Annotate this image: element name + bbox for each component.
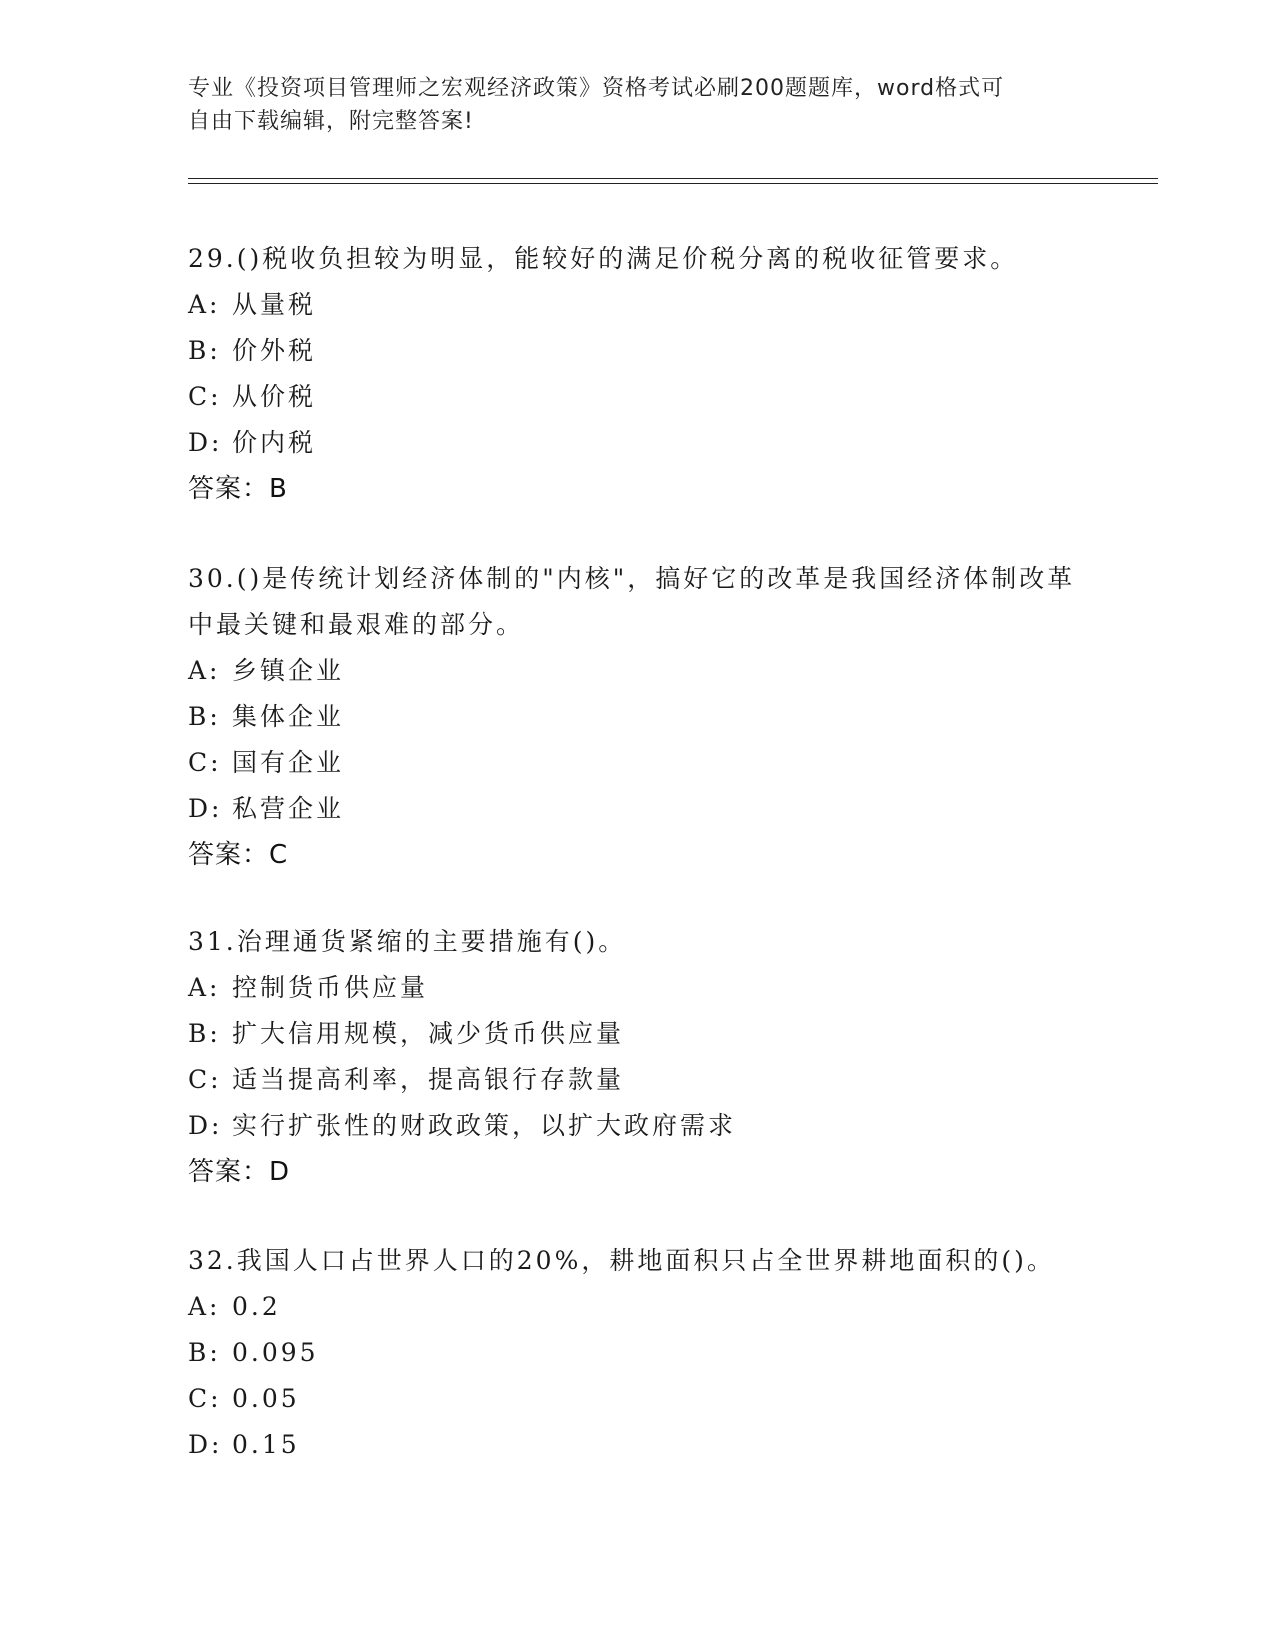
option-text: 扩大信用规模，减少货币供应量 [232,1019,625,1048]
option-key: C: [188,1065,222,1094]
option-key: D: [188,1430,223,1459]
option-d [188,1103,1098,1149]
option-key: B: [188,1338,221,1367]
option-text: 价内税 [232,428,317,457]
question-stem: 32.我国人口占世界人口的20%，耕地面积只占全世界耕地面积的()。 [188,1246,1055,1275]
option-key: A: [188,290,221,319]
option-key: B: [188,336,221,365]
option-c [188,1376,1098,1422]
option-a [188,1284,1098,1330]
question-stem: 29.()税收负担较为明显，能较好的满足价税分离的税收征管要求。 [188,244,1019,273]
option-text: 集体企业 [232,702,345,731]
question-32 [188,1238,1098,1468]
option-key: C: [188,748,222,777]
option-key: A: [188,656,221,685]
option-text: 适当提高利率，提高银行存款量 [232,1065,625,1094]
option-key: A: [188,1292,221,1321]
option-text: 0.2 [232,1292,281,1321]
option-key: D: [188,1111,223,1140]
question-31 [188,919,1098,1195]
option-d [188,786,1098,832]
option-text: 从价税 [232,382,317,411]
option-key: C: [188,382,222,411]
option-text: 0.095 [232,1338,319,1367]
option-key: B: [188,1019,221,1048]
document-header [188,72,1088,138]
option-b [188,1011,1098,1057]
answer-label: 答案：D [188,1157,291,1187]
question-30 [188,556,1098,878]
option-b [188,1330,1098,1376]
option-d [188,420,1098,466]
option-text: 私营企业 [232,794,345,823]
option-text: 从量税 [232,290,317,319]
option-a [188,282,1098,328]
option-text: 0.05 [232,1384,300,1413]
option-text: 0.15 [232,1430,300,1459]
header-line-2: 自由下载编辑，附完整答案! [188,109,474,134]
option-text: 国有企业 [232,748,345,777]
option-key: C: [188,1384,222,1413]
header-divider-top [188,178,1158,179]
question-stem: 31.治理通货紧缩的主要措施有()。 [188,927,627,956]
option-key: D: [188,428,223,457]
question-29 [188,236,1098,512]
header-line-1: 专业《投资项目管理师之宏观经济政策》资格考试必刷200题题库，word格式可 [188,76,1005,101]
option-b [188,328,1098,374]
option-text: 实行扩张性的财政政策，以扩大政府需求 [232,1111,737,1140]
option-c [188,740,1098,786]
option-key: B: [188,702,221,731]
question-stem: 30.()是传统计划经济体制的"内核"，搞好它的改革是我国经济体制改革中最关键和最艰难的部分。 [188,564,1076,639]
answer-label: 答案：C [188,840,289,870]
option-text: 价外税 [232,336,317,365]
option-a [188,648,1098,694]
option-b [188,694,1098,740]
answer-label: 答案：B [188,474,288,504]
option-text: 乡镇企业 [232,656,345,685]
option-key: D: [188,794,223,823]
option-c [188,374,1098,420]
option-text: 控制货币供应量 [232,973,429,1002]
option-d [188,1422,1098,1468]
option-key: A: [188,973,221,1002]
option-c [188,1057,1098,1103]
option-a [188,965,1098,1011]
header-divider-bottom [188,183,1158,184]
